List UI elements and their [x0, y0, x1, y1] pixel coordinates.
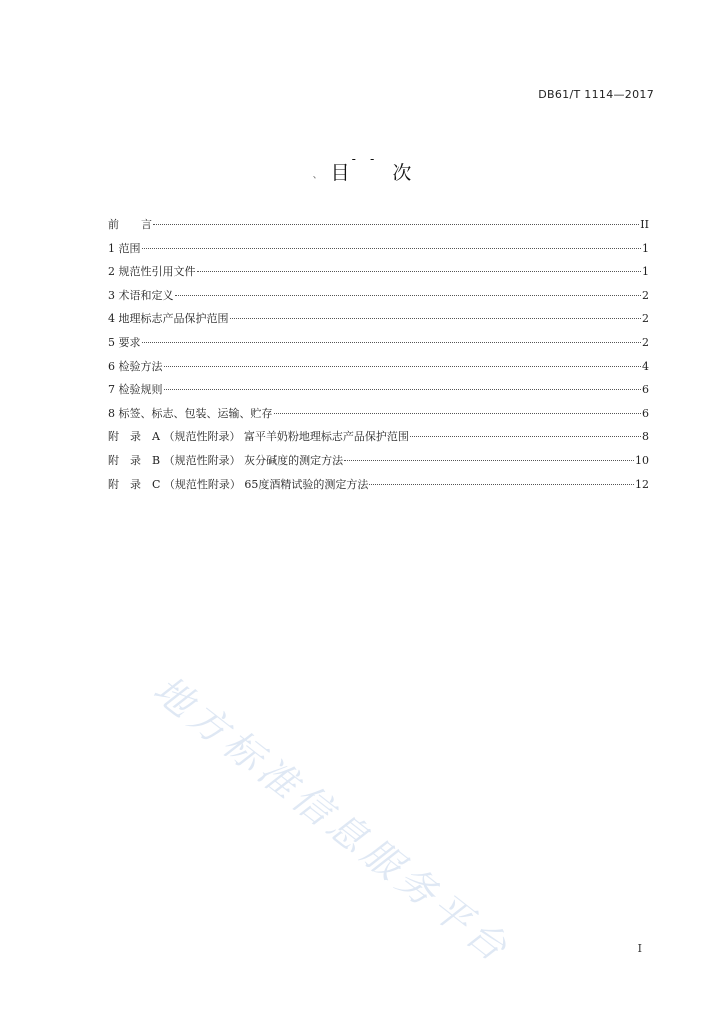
toc-leader-dots: [274, 412, 642, 414]
toc-entry-label: 6 检验方法: [108, 359, 163, 373]
toc-entry-label: 8 标签、标志、包装、运输、贮存: [108, 406, 273, 420]
toc-title: [0, 152, 724, 185]
standard-code: DB61/T 1114—2017: [538, 88, 654, 101]
toc-entry-label: 3 术语和定义: [108, 288, 174, 302]
toc-entry-annex-c[interactable]: [108, 476, 649, 500]
toc-entry-page: 12: [635, 477, 649, 491]
title-char-ci: 次: [392, 162, 412, 184]
title-tick-mark: 、: [312, 170, 323, 181]
toc-entry-page: 10: [635, 453, 649, 467]
toc-leader-dots: [410, 435, 641, 437]
toc-entry-page: 1: [642, 265, 649, 279]
toc-entry-label: 前 言: [108, 218, 152, 231]
toc-entry-inspection-rules[interactable]: [108, 381, 649, 405]
toc-leader-dots: [197, 270, 642, 272]
toc-leader-dots: [175, 294, 642, 296]
toc-leader-dots: [142, 341, 642, 343]
toc-entry-protection-scope[interactable]: [108, 310, 649, 334]
toc-leader-dots: [153, 223, 639, 225]
title-mark-2: -: [370, 152, 375, 166]
toc-entry-page: 6: [642, 383, 649, 397]
toc-entry-normative-references[interactable]: [108, 263, 649, 287]
toc-entry-label: 附 录 A （规范性附录） 富平羊奶粉地理标志产品保护范围: [108, 430, 409, 444]
toc-leader-dots: [142, 247, 642, 249]
toc-entry-foreword[interactable]: [108, 216, 649, 240]
toc-entry-page: 2: [642, 335, 649, 349]
toc-entry-label: 附 录 C （规范性附录） 65度酒精试验的测定方法: [108, 477, 369, 491]
title-mark-1: -: [351, 152, 356, 166]
table-of-contents: [108, 216, 649, 499]
toc-leader-dots: [230, 317, 642, 319]
watermark: 地方标准信息服务平台: [145, 667, 520, 973]
page-number: I: [637, 942, 642, 955]
toc-entry-label: 2 规范性引用文件: [108, 265, 196, 279]
toc-entry-requirements[interactable]: [108, 334, 649, 358]
toc-entry-page: 2: [642, 312, 649, 326]
toc-entry-page: 4: [642, 359, 649, 373]
toc-entry-test-methods[interactable]: [108, 358, 649, 382]
title-char-mu: 目: [330, 162, 350, 184]
toc-entry-page: II: [640, 218, 649, 231]
toc-entry-terms[interactable]: [108, 287, 649, 311]
toc-leader-dots: [369, 483, 634, 485]
toc-entry-page: 8: [642, 430, 649, 444]
toc-entry-label: 1 范围: [108, 241, 141, 255]
toc-entry-page: 1: [642, 241, 649, 255]
toc-entry-label: 4 地理标志产品保护范围: [108, 312, 229, 326]
toc-entry-annex-b[interactable]: [108, 452, 649, 476]
toc-entry-label: 7 检验规则: [108, 383, 163, 397]
toc-entry-page: 6: [642, 406, 649, 420]
toc-entry-scope[interactable]: [108, 240, 649, 264]
toc-leader-dots: [164, 388, 642, 390]
toc-entry-labeling[interactable]: [108, 405, 649, 429]
toc-entry-page: 2: [642, 288, 649, 302]
toc-entry-label: 5 要求: [108, 335, 141, 349]
toc-entry-annex-a[interactable]: [108, 428, 649, 452]
toc-leader-dots: [164, 365, 642, 367]
toc-leader-dots: [344, 459, 634, 461]
toc-entry-label: 附 录 B （规范性附录） 灰分碱度的测定方法: [108, 453, 344, 467]
